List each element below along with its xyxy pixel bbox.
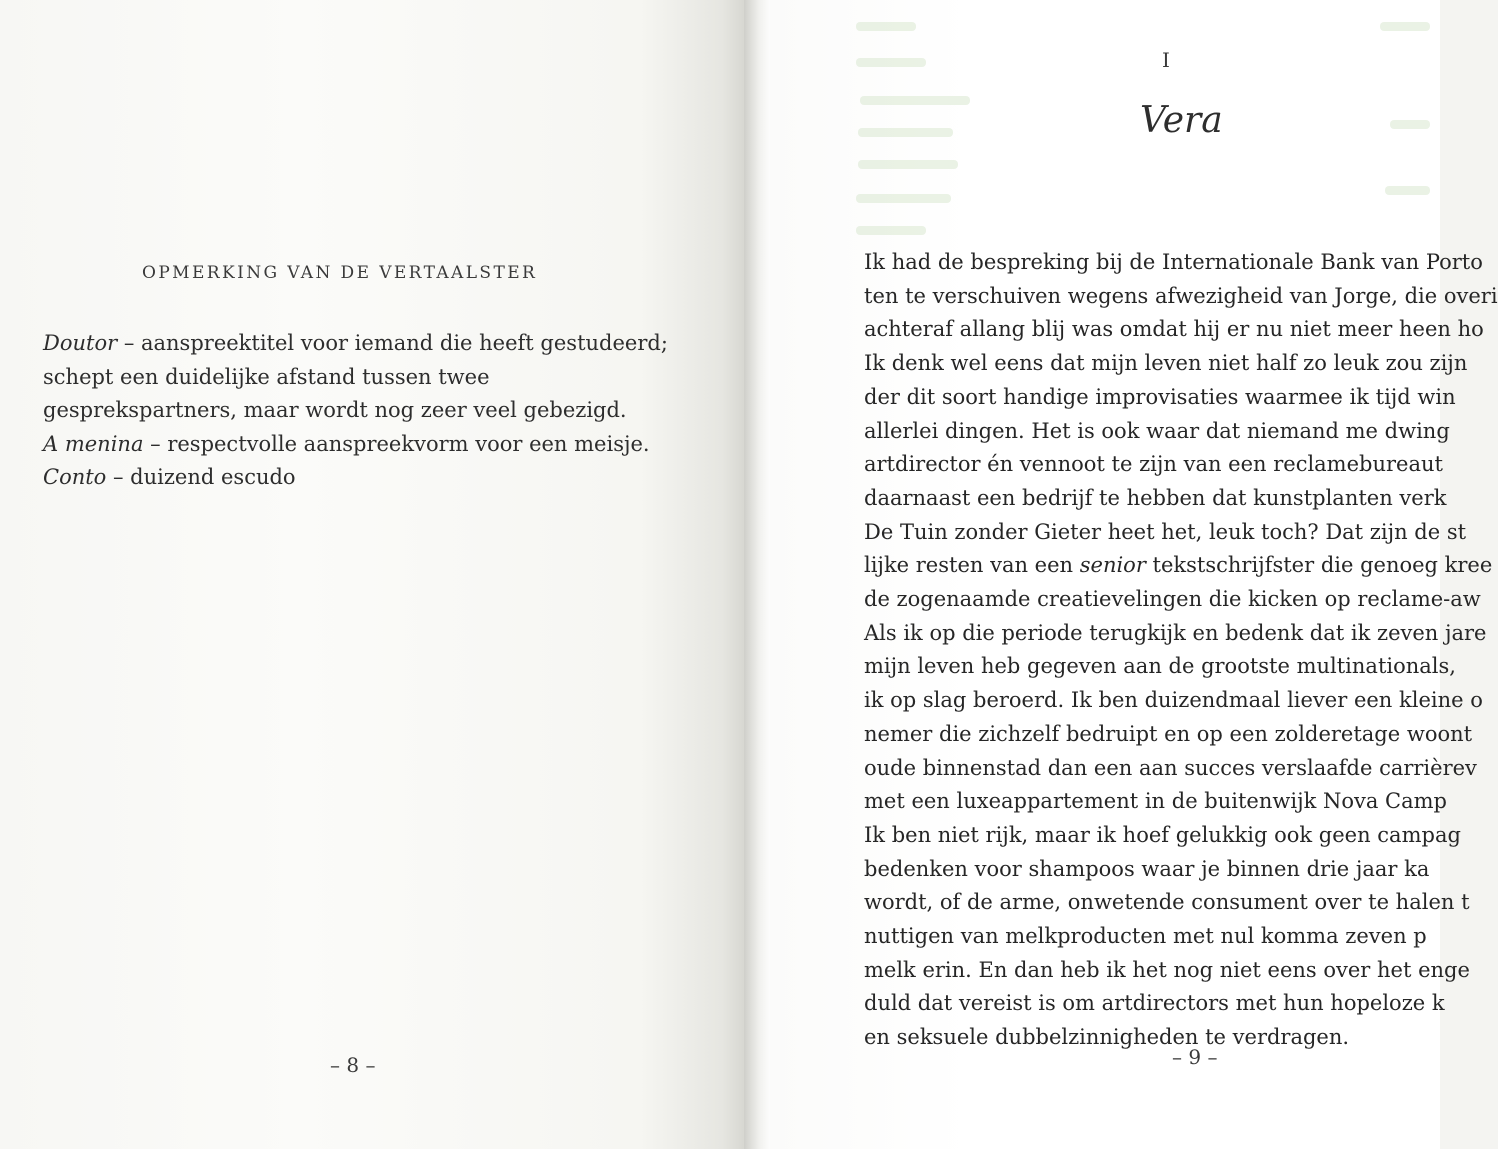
body-line: wordt, of de arme, onwetende consument over te halen t bbox=[864, 890, 1470, 915]
body-line: met een luxeappartement in de buitenwijk Nova Camp bbox=[864, 789, 1447, 814]
chapter-body bbox=[864, 246, 1498, 1055]
note-doutor bbox=[43, 327, 668, 428]
show-through-mark bbox=[856, 58, 926, 67]
body-line: bedenken voor shampoos waar je binnen drie jaar ka bbox=[864, 856, 1430, 881]
show-through-mark bbox=[1390, 120, 1430, 129]
note-definition: – duizend escudo bbox=[106, 465, 296, 489]
show-through-mark bbox=[856, 22, 916, 31]
book-gutter bbox=[744, 0, 772, 1149]
note-term: Doutor bbox=[43, 331, 118, 355]
body-line: De Tuin zonder Gieter heet het, leuk toch? Dat zijn de st bbox=[864, 519, 1467, 544]
body-line: daarnaast een bedrijf te hebben dat kunstplanten verk bbox=[864, 485, 1447, 510]
body-line: der dit soort handige improvisaties waarmee ik tijd win bbox=[864, 384, 1456, 409]
body-line-italic: senior bbox=[1079, 553, 1146, 578]
page-number-left: – 8 – bbox=[330, 1053, 376, 1077]
body-line: de zogenaamde creatievelingen die kicken op reclame-aw bbox=[864, 587, 1481, 612]
body-line: Ik denk wel eens dat mijn leven niet half zo leuk zou zijn bbox=[864, 351, 1468, 376]
show-through-mark bbox=[856, 226, 926, 235]
show-through-mark bbox=[858, 160, 958, 169]
body-line: Ik had de bespreking bij de Internationale Bank van Porto bbox=[864, 250, 1483, 274]
body-line: ik op slag beroerd. Ik ben duizendmaal liever een kleine o bbox=[864, 688, 1483, 713]
body-line: nuttigen van melkproducten met nul komma zeven p bbox=[864, 924, 1427, 949]
body-line: en seksuele dubbelzinnigheden te verdragen. bbox=[864, 1025, 1350, 1050]
note-definition: – aanspreektitel voor iemand die heeft gestudeerd; schept een duidelijke afstand tussen twee gesprekspartners, maar wordt nog zeer veel gebezigd. bbox=[43, 331, 668, 422]
note-conto bbox=[43, 461, 668, 495]
body-line: artdirector én vennoot te zijn van een reclamebureaut bbox=[864, 452, 1443, 477]
body-line: ten te verschuiven wegens afwezigheid van Jorge, die overi bbox=[864, 283, 1498, 308]
body-line: Als ik op die periode terugkijk en bedenk dat ik zeven jare bbox=[864, 620, 1487, 645]
body-line-end: tekstschrijfster die genoeg kree bbox=[1145, 553, 1493, 578]
body-line: oude binnenstad dan een aan succes verslaafde carrièrev bbox=[864, 755, 1477, 780]
show-through-mark bbox=[860, 96, 970, 105]
translator-notes bbox=[43, 327, 668, 495]
show-through-mark bbox=[1385, 186, 1430, 195]
body-line: nemer die zichzelf bedruipt en op een zolderetage woont bbox=[864, 721, 1473, 746]
page-number-right: – 9 – bbox=[1172, 1045, 1218, 1069]
note-a-menina bbox=[43, 428, 668, 462]
chapter-number: I bbox=[1162, 48, 1170, 72]
body-line: achteraf allang blij was omdat hij er nu niet meer heen ho bbox=[864, 317, 1484, 342]
body-line-start: lijke resten van een bbox=[864, 553, 1080, 578]
show-through-mark bbox=[856, 194, 951, 203]
note-definition: – respectvolle aanspreekvorm voor een meisje. bbox=[143, 431, 650, 456]
body-line: melk erin. En dan heb ik het nog niet eens over het enge bbox=[864, 957, 1470, 982]
body-line bbox=[864, 549, 1493, 583]
note-term: A menina bbox=[43, 431, 144, 456]
body-line: mijn leven heb gegeven aan de grootste multinationals, bbox=[864, 654, 1456, 679]
body-line: Ik ben niet rijk, maar ik hoef gelukkig ook geen campag bbox=[864, 822, 1461, 847]
section-title: OPMERKING VAN DE VERTAALSTER bbox=[142, 263, 538, 283]
show-through-mark bbox=[1380, 22, 1430, 31]
body-line: allerlei dingen. Het is ook waar dat niemand me dwing bbox=[864, 418, 1450, 443]
body-line: duld dat vereist is om artdirectors met hun hopeloze k bbox=[864, 991, 1445, 1016]
chapter-title: Vera bbox=[1140, 100, 1223, 141]
show-through-mark bbox=[858, 128, 953, 137]
note-term: Conto bbox=[43, 465, 107, 489]
